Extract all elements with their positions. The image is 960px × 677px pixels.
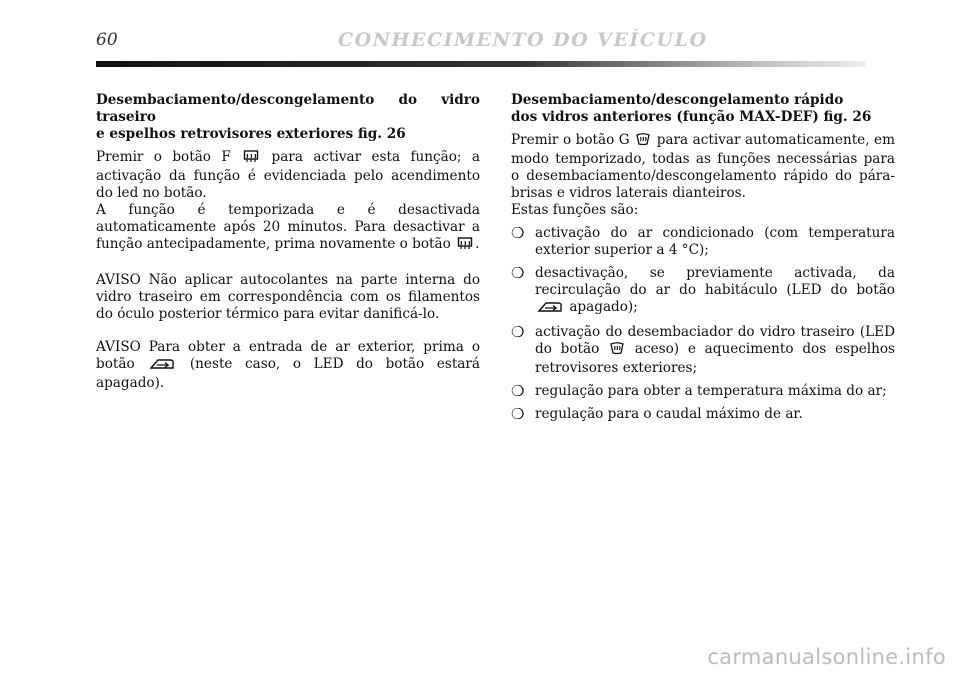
list-item: ❍ regulação para obter a temperatura máxima do ar;: [511, 382, 887, 400]
rear-window-defrost-icon: [457, 237, 473, 255]
bullet-circle-icon: ❍: [511, 382, 525, 400]
air-recirculation-icon: [149, 358, 175, 375]
page-number: 60: [96, 30, 118, 50]
list-item: ❍ activação do desembaciador do vidro traseiro (LED do botão aceso) e aquecimento dos espelhos retrovisores exteriores;: [511, 323, 895, 376]
right-paragraph-1: Premir o botão G para activar automaticamente, em modo temporizado, todas as funções necessárias para o desembaciamento/descongelamento rápido do pára-brisas e vidros laterais dianteiros. Estas funções são:: [511, 132, 895, 218]
bullet-circle-icon: ❍: [511, 323, 525, 341]
left-section-heading: Desembaciamento/descongelamento do vidro traseiro e espelhos retrovisores exteriores fig. 26: [96, 92, 480, 142]
bullet-circle-icon: ❍: [511, 264, 525, 282]
left-paragraph-2: AVISO Não aplicar autocolantes na parte interna do vidro traseiro em correspondência com os filamentos do óculo posterior térmico para evitar danificá-lo.: [96, 272, 480, 322]
left-column: [96, 92, 480, 408]
right-column: [511, 92, 895, 429]
bullet-circle-icon: ❍: [511, 224, 525, 242]
header-rule: [96, 61, 866, 67]
rear-window-defrost-icon: [243, 150, 259, 168]
list-item: ❍ desactivação, se previamente activada, da recirculação do ar do habitáculo (LED do botão apagado);: [511, 265, 895, 318]
air-recirculation-icon: [537, 301, 563, 318]
watermark-text: carmanualsonline.info: [707, 645, 946, 669]
windscreen-defrost-icon: [610, 342, 624, 360]
right-section-heading: Desembaciamento/descongelamento rápido dos vidros anteriores (função MAX-DEF) fig. 26: [511, 92, 872, 125]
windscreen-defrost-icon: [636, 133, 650, 151]
list-item: ❍ regulação para o caudal máximo de ar.: [511, 405, 803, 423]
function-list: [511, 225, 895, 423]
bullet-circle-icon: ❍: [511, 405, 525, 423]
left-paragraph-1: Premir o botão F para activar esta função; a activação da função é evidenciada pelo acendimento do led no botão. A função é temporizada e é desactivada automaticamente após 20 minutos. Para desactivar a função antecipadamente, prima novamente o botão .: [96, 149, 480, 255]
left-paragraph-3: AVISO Para obter a entrada de ar exterior, prima o botão (neste caso, o LED do botão estará apagado).: [96, 339, 480, 391]
list-item: ❍ activação do ar condicionado (com temperatura exterior superior a 4 °C);: [511, 224, 895, 258]
page-header-title: CONHECIMENTO DO VEÍCULO: [338, 29, 708, 51]
